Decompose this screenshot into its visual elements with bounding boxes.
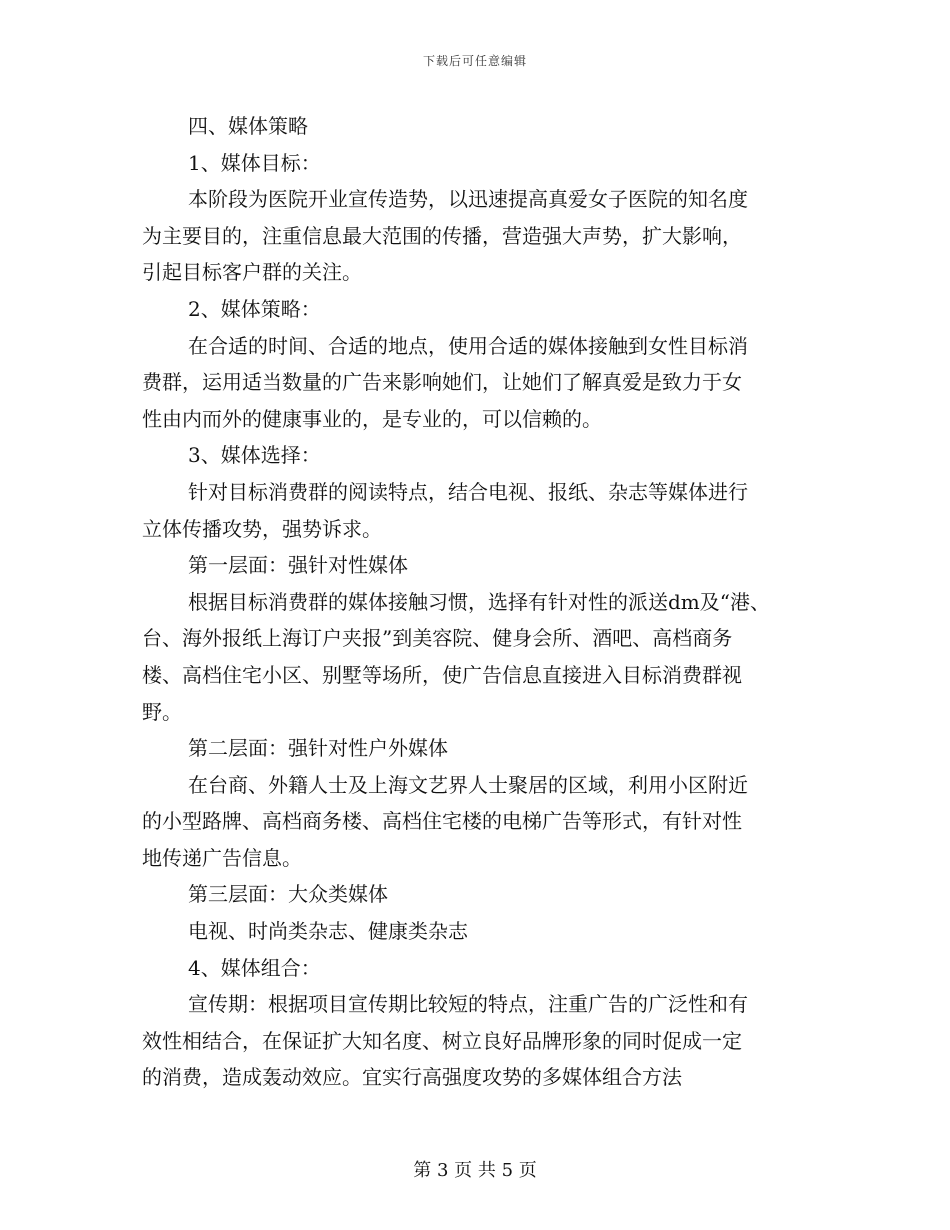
page-number: 第 3 页 共 5 页	[413, 1160, 537, 1181]
text-line: 费群，运用适当数量的广告来影响她们，让她们了解真爱是致力于女	[142, 370, 742, 395]
text-line: 第三层面：大众类媒体	[188, 882, 388, 907]
text-line: 3、媒体选择：	[188, 443, 321, 468]
text-line: 在合适的时间、合适的地点，使用合适的媒体接触到女性目标消	[188, 333, 748, 358]
text-line: 电视、时尚类杂志、健康类杂志	[188, 919, 468, 944]
text-line: 四、媒体策略	[188, 114, 308, 138]
page-header: 下载后可任意编辑	[422, 54, 527, 68]
text-line: 第一层面：强针对性媒体	[188, 553, 408, 578]
text-line: 性由内而外的健康事业的，是专业的，可以信赖的。	[142, 406, 602, 431]
text-line: 效性相结合，在保证扩大知名度、树立良好品牌形象的同时促成一定	[142, 1028, 742, 1053]
text-line: 台、海外报纸上海订户夹报”到美容院、健身会所、酒吧、高档商务	[142, 626, 733, 651]
document-body	[142, 108, 802, 1096]
text-line: 根据目标消费群的媒体接触习惯，选择有针对性的派送dm及“港、	[188, 589, 770, 614]
text-line: 4、媒体组合：	[188, 955, 321, 980]
text-line: 引起目标客户群的关注。	[142, 260, 362, 285]
text-line: 2、媒体策略：	[188, 296, 321, 321]
text-line: 野。	[142, 699, 182, 724]
text-line: 的消费，造成轰动效应。宜实行高强度攻势的多媒体组合方法	[142, 1065, 682, 1090]
text-line: 立体传播攻势，强势诉求。	[142, 516, 382, 541]
text-line: 1、媒体目标：	[188, 150, 321, 175]
text-line: 本阶段为医院开业宣传造势，以迅速提高真爱女子医院的知名度	[188, 187, 748, 212]
text-line: 在台商、外籍人士及上海文艺界人士聚居的区域，利用小区附近	[188, 772, 748, 797]
text-line: 针对目标消费群的阅读特点，结合电视、报纸、杂志等媒体进行	[188, 479, 748, 504]
text-line: 楼、高档住宅小区、别墅等场所，使广告信息直接进入目标消费群视	[142, 662, 742, 687]
text-line: 的小型路牌、高档商务楼、高档住宅楼的电梯广告等形式，有针对性	[142, 809, 742, 834]
text-line: 第二层面：强针对性户外媒体	[188, 736, 448, 761]
text-line: 地传递广告信息。	[142, 845, 302, 870]
text-line: 宣传期：根据项目宣传期比较短的特点，注重广告的广泛性和有	[188, 992, 748, 1017]
text-line: 为主要目的，注重信息最大范围的传播，营造强大声势，扩大影响，	[142, 223, 742, 248]
